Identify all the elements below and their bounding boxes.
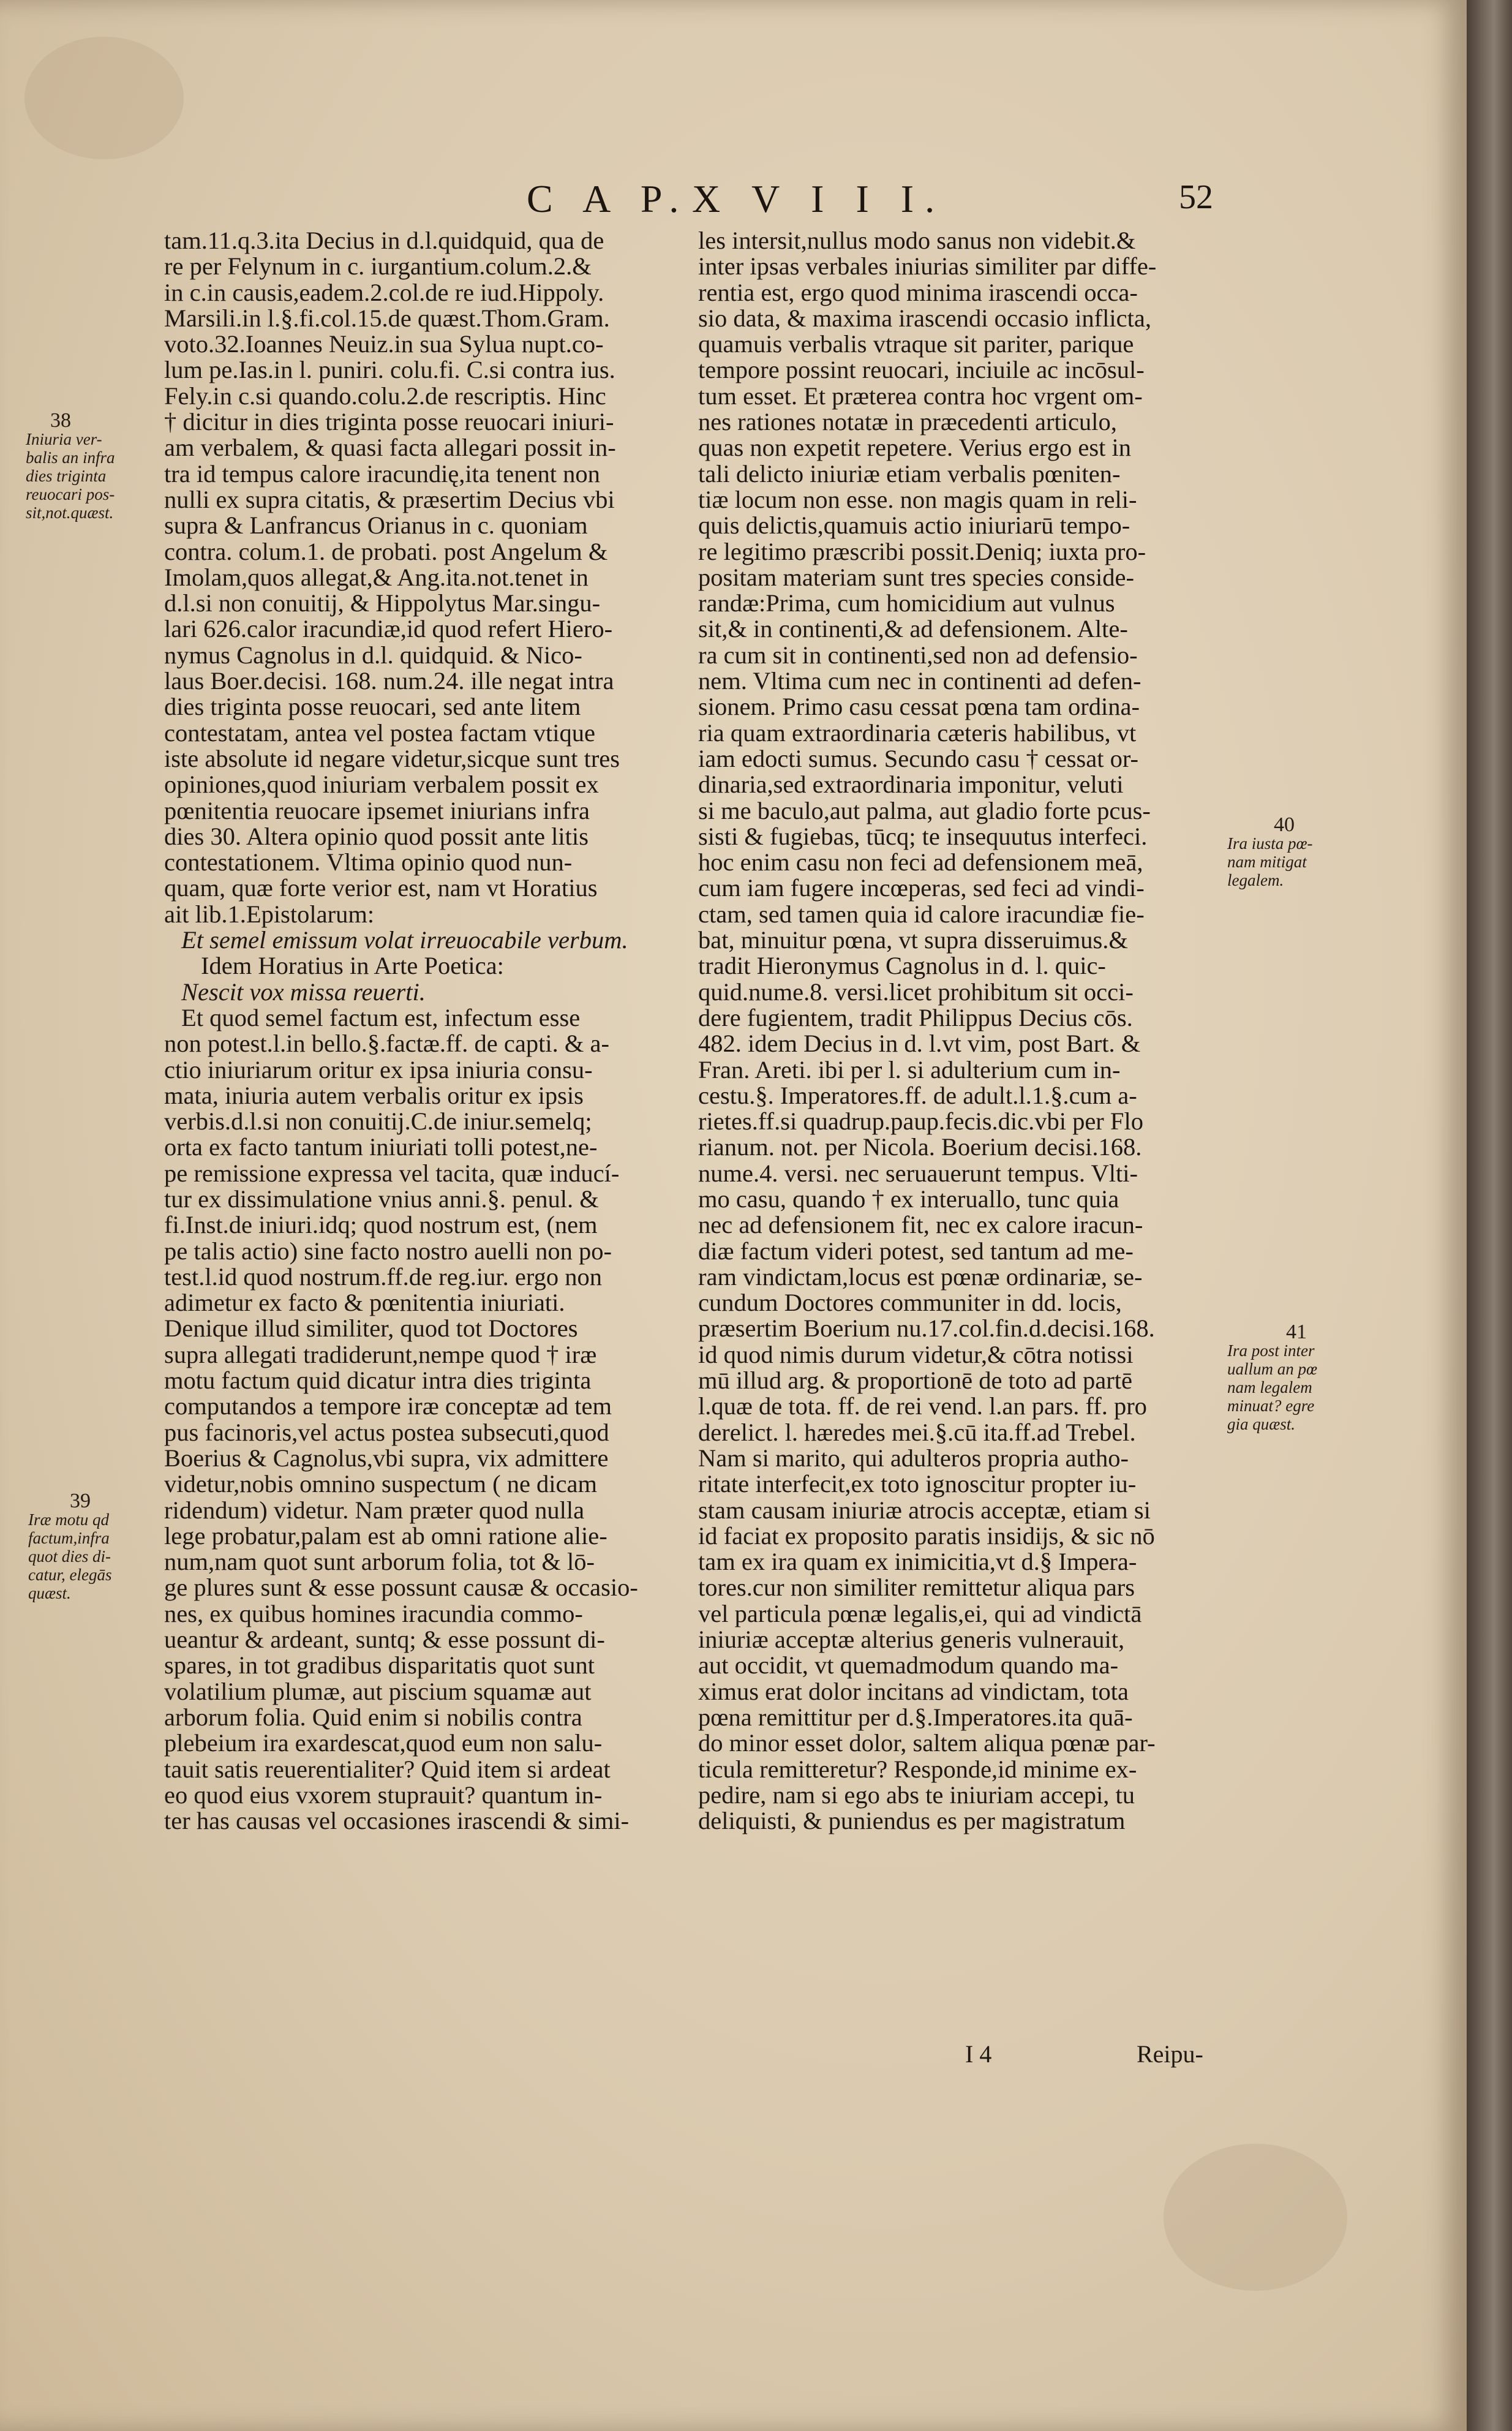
text-line: fi.Inst.de iniuri.idq; quod nostrum est, (nem — [164, 1211, 598, 1239]
margin-note-number: 39 — [70, 1490, 91, 1512]
text-line: vel particula pœnæ legalis,ei, qui ad vindictā — [698, 1599, 1142, 1627]
text-line: Nescit vox missa reuerti. — [181, 978, 426, 1006]
text-line: mo casu, quando † ex interuallo, tunc quia — [698, 1185, 1119, 1213]
text-line: test.l.id quod nostrum.ff.de reg.iur. ergo non — [164, 1262, 603, 1291]
text-line: tali delicto iniuriæ etiam verbalis pœniten- — [698, 459, 1121, 488]
text-line: ge plures sunt & esse possunt causæ & occasio- — [164, 1574, 638, 1602]
margin-note-number: 40 — [1274, 813, 1295, 836]
text-line: quid.nume.8. versi.licet prohibitum sit occi- — [698, 978, 1134, 1006]
page-number: 52 — [1179, 178, 1213, 216]
text-line: iam edocti sumus. Secundo casu † cessat or- — [698, 744, 1139, 772]
text-line: ait lib.1.Epistolarum: — [164, 900, 375, 928]
text-line: deliquisti, & puniendus es per magistratum — [698, 1807, 1126, 1835]
text-line: pe talis actio) sine facto nostro auelli non po- — [164, 1237, 612, 1265]
text-line: si me baculo,aut palma, aut gladio forte pcus- — [698, 796, 1151, 824]
text-line: tiæ locum non esse. non magis quam in reli- — [698, 485, 1137, 513]
text-line: ria quam extraordinaria cæteris habilibus, vt — [698, 718, 1137, 747]
text-line: contra. colum.1. de probati. post Angelum & — [164, 537, 608, 565]
signature-mark: I 4 — [965, 2040, 992, 2068]
text-line: quis delictis,quamuis actio iniuriarū tempo- — [698, 511, 1130, 540]
margin-note-38 — [26, 409, 115, 522]
text-line: pœna remittitur per d.§.Imperatores.ita quā- — [698, 1703, 1133, 1731]
text-line: rentia est, ergo quod minima irascendi occa- — [698, 278, 1138, 306]
right-text-column — [698, 228, 1206, 1834]
margin-note-39 — [28, 1492, 111, 1602]
text-line: motu factum quid dicatur intra dies triginta — [164, 1366, 592, 1395]
margin-note-line: quæst. — [28, 1584, 71, 1602]
text-line: contestationem. Vltima opinio quod nun- — [164, 848, 573, 876]
text-line: quas non expetit repetere. Verius ergo est in — [698, 434, 1132, 462]
text-line: tur ex dissimulatione vnius anni.§. penul. & — [164, 1185, 599, 1213]
text-line: tores.cur non similiter remittetur aliqua pars — [698, 1574, 1135, 1602]
text-line: lum pe.Ias.in l. puniri. colu.fi. C.si contra ius. — [164, 356, 615, 384]
margin-note-line: nam mitigat — [1227, 853, 1307, 871]
text-line: nem. Vltima cum nec in continenti ad defen- — [698, 667, 1142, 695]
text-line: Imolam,quos allegat,& Ang.ita.not.tenet in — [164, 563, 589, 591]
text-line: supra allegati tradiderunt,nempe quod † iræ — [164, 1340, 597, 1368]
paper-stain — [1164, 2144, 1347, 2291]
text-line: nec ad defensionem fit, nec ex calore iracun- — [698, 1211, 1143, 1239]
text-line: adimetur ex facto & pœnitentia iniuriati. — [164, 1289, 565, 1317]
text-line: nes rationes notatæ in præcedenti articulo, — [698, 408, 1117, 436]
text-line: tradit Hieronymus Cagnolus in d. l. quic- — [698, 952, 1106, 980]
text-line: eo quod eius vxorem stuprauit? quantum in- — [164, 1781, 603, 1809]
margin-note-line: legalem. — [1227, 871, 1284, 889]
text-line: tempore possint reuocari, inciuile ac incōsul- — [698, 356, 1145, 384]
running-head-cap: C A P. — [527, 177, 690, 220]
margin-note-line: gia quæst. — [1227, 1415, 1296, 1433]
text-line: rianum. not. per Nicola. Boerium decisi.168. — [698, 1133, 1142, 1161]
text-line: inter ipsas verbales iniurias similiter par diffe- — [698, 252, 1157, 281]
text-line: præsertim Boerium nu.17.col.fin.d.decisi.168. — [698, 1314, 1155, 1343]
text-line: dies triginta posse reuocari, sed ante litem — [164, 693, 581, 721]
margin-note-40 — [1227, 813, 1313, 889]
text-line: nume.4. versi. nec seruauerunt tempus. Vlti- — [698, 1159, 1138, 1187]
text-line: ridendum) videtur. Nam præter quod nulla — [164, 1496, 585, 1524]
text-line: sit,& in continenti,& ad defensionem. Alte- — [698, 615, 1128, 643]
margin-note-line: uallum an pœ — [1227, 1360, 1318, 1378]
text-line: Et semel emissum volat irreuocabile verbum. — [181, 926, 628, 954]
text-line: Fely.in c.si quando.colu.2.de rescriptis. Hinc — [164, 382, 606, 410]
text-line: d.l.si non conuitij, & Hippolytus Mar.singu- — [164, 589, 601, 617]
margin-note-line: reuocari pos- — [26, 485, 115, 503]
text-line: num,nam quot sunt arborum folia, tot & lō- — [164, 1548, 595, 1576]
text-line: hoc enim casu non feci ad defensionem meā, — [698, 848, 1143, 876]
text-line: cum iam fugere incœperas, sed feci ad vindi- — [698, 874, 1145, 902]
text-line: derelict. l. hæredes mei.§.cū ita.ff.ad Trebel. — [698, 1418, 1136, 1446]
text-line: contestatam, antea vel postea factam vtique — [164, 718, 595, 747]
text-line: ximus erat dolor incitans ad vindictam, tota — [698, 1677, 1129, 1705]
text-line: 482. idem Decius in d. l.vt vim, post Bart. & — [698, 1030, 1141, 1058]
text-line: tauit satis reuerentialiter? Quid item si ardeat — [164, 1755, 611, 1783]
margin-note-line: dies triginta — [26, 467, 107, 485]
text-line: iste absolute id negare videtur,sicque sunt tres — [164, 744, 620, 772]
text-line: sionem. Primo casu cessat pœna tam ordina- — [698, 693, 1140, 721]
book-binding-edge — [1467, 0, 1512, 2431]
text-line: ra cum sit in continenti,sed non ad defensio- — [698, 641, 1138, 669]
text-line: tra id tempus calore iracundię,ita tenent non — [164, 459, 600, 488]
text-line: arborum folia. Quid enim si nobilis contra — [164, 1703, 582, 1731]
text-line: quam, quæ forte verior est, nam vt Horatius — [164, 874, 598, 902]
text-line: videtur,nobis omnino suspectum ( ne dicam — [164, 1470, 598, 1498]
margin-note-line: minuat? egre — [1227, 1396, 1315, 1415]
text-line: pe remissione expressa vel tacita, quæ inducí- — [164, 1159, 620, 1187]
text-line: ticula remitteretur? Responde,id minime ex- — [698, 1755, 1137, 1783]
text-line: ueantur & ardeant, suntq; & esse possunt di- — [164, 1626, 605, 1654]
margin-note-line: quot dies di- — [28, 1547, 111, 1566]
text-line: cestu.§. Imperatores.ff. de adult.l.1.§.cum a- — [698, 1081, 1137, 1109]
running-head — [527, 176, 1249, 219]
text-line: Nam si marito, qui adulteros propria autho- — [698, 1444, 1129, 1472]
margin-note-number: 38 — [50, 409, 71, 432]
text-line: pedire, nam si ego abs te iniuriam accepi, tu — [698, 1781, 1135, 1809]
margin-note-line: Iræ motu qd — [28, 1510, 110, 1529]
text-line: quamuis verbalis vtraque sit pariter, parique — [698, 330, 1134, 358]
margin-note-line: Ira post inter — [1227, 1341, 1315, 1360]
text-line: lari 626.calor iracundiæ,id quod refert Hiero- — [164, 615, 613, 643]
text-line: Idem Horatius in Arte Poetica: — [201, 952, 504, 980]
text-line: non potest.l.in bello.§.factæ.ff. de capti. & a- — [164, 1030, 609, 1058]
text-line: les intersit,nullus modo sanus non videbit.& — [698, 227, 1136, 254]
text-line: nulli ex supra citatis, & præsertim Decius vbi — [164, 485, 615, 513]
text-line: pœnitentia reuocare ipsemet iniurians infra — [164, 796, 590, 824]
text-line: mū illud arg. & proportionē de toto ad partē — [698, 1366, 1132, 1395]
text-line: computandos a tempore iræ conceptæ ad tem — [164, 1392, 612, 1420]
text-line: aut occidit, vt quemadmodum quando ma- — [698, 1651, 1119, 1679]
text-line: sio data, & maxima irascendi occasio inflicta, — [698, 304, 1151, 332]
text-line: rietes.ff.si quadrup.paup.fecis.dic.vbi per Flo — [698, 1107, 1143, 1136]
text-line: supra & Lanfrancus Orianus in c. quoniam — [164, 511, 588, 540]
text-line: id quod nimis durum videtur,& cōtra notissi — [698, 1340, 1134, 1368]
text-line: volatilium plumæ, aut piscium squamæ aut — [164, 1677, 592, 1705]
paper-stain — [24, 37, 184, 159]
margin-note-line: catur, elegās — [28, 1566, 112, 1584]
text-line: Marsili.in l.§.fi.col.15.de quæst.Thom.Gram. — [164, 304, 610, 332]
text-line: dinaria,sed extraordinaria imponitur, veluti — [698, 771, 1124, 799]
text-line: dies 30. Altera opinio quod possit ante litis — [164, 822, 589, 850]
text-line: verbis.d.l.si non conuitij.C.de iniur.semelq; — [164, 1107, 592, 1136]
text-line: bat, minuitur pœna, vt supra disseruimus.& — [698, 926, 1128, 954]
text-line: iniuriæ acceptæ alterius generis vulnerauit, — [698, 1626, 1125, 1654]
text-line: pus facinoris,vel actus postea subsecuti,quod — [164, 1418, 609, 1446]
text-line: Boerius & Cagnolus,vbi supra, vix admittere — [164, 1444, 609, 1472]
running-head-chapter: X V I I I. — [692, 177, 946, 220]
text-line: dere fugientem, tradit Philippus Decius cōs. — [698, 1003, 1133, 1031]
margin-note-41 — [1227, 1323, 1317, 1433]
text-line: Fran. Areti. ibi per l. si adulterium cum in- — [698, 1055, 1121, 1084]
text-line: voto.32.Ioannes Neuiz.in sua Sylua nupt.co- — [164, 330, 604, 358]
text-line: Denique illud similiter, quod tot Doctores — [164, 1314, 578, 1343]
text-line: stam causam iniuriæ atrocis acceptæ, etiam si — [698, 1496, 1151, 1524]
text-line: spares, in tot gradibus disparitatis quot sunt — [164, 1651, 595, 1679]
text-line: diæ factum videri potest, sed tantum ad me- — [698, 1237, 1134, 1265]
margin-note-line: factum,infra — [28, 1529, 110, 1547]
margin-note-line: nam legalem — [1227, 1378, 1312, 1396]
text-line: id faciat ex proposito paratis insidijs, & sic nō — [698, 1521, 1155, 1550]
text-line: do minor esset dolor, saltem aliqua pœnæ par- — [698, 1729, 1156, 1757]
catchword: Reipu- — [1137, 2040, 1203, 2068]
text-line: laus Boer.decisi. 168. num.24. ille negat intra — [164, 667, 614, 695]
margin-note-number: 41 — [1286, 1321, 1307, 1343]
text-line: l.quæ de tota. ff. de rei vend. l.an pars. ff. pro — [698, 1392, 1147, 1420]
text-line: in c.in causis,eadem.2.col.de re iud.Hippoly. — [164, 278, 604, 306]
margin-note-line: Ira iusta pœ- — [1227, 834, 1313, 853]
text-line: Et quod semel factum est, infectum esse — [181, 1003, 581, 1031]
text-line: ram vindictam,locus est pœnæ ordinariæ, se- — [698, 1262, 1143, 1291]
text-line: opiniones,quod iniuriam verbalem possit ex — [164, 771, 599, 799]
text-line: nymus Cagnolus in d.l. quidquid. & Nico- — [164, 641, 582, 669]
text-line: ctio iniuriarum oritur ex ipsa iniuria consu- — [164, 1055, 593, 1084]
text-line: † dicitur in dies triginta posse reuocari iniuri- — [164, 408, 614, 436]
margin-note-line: sit,not.quæst. — [26, 503, 114, 522]
text-line: mata, iniuria autem verbalis oritur ex ipsis — [164, 1081, 584, 1109]
text-line: ter has causas vel occasiones irascendi & simi- — [164, 1807, 630, 1835]
text-line: ctam, sed tamen quia id calore iracundiæ fie- — [698, 900, 1145, 928]
text-line: re per Felynum in c. iurgantium.colum.2.& — [164, 252, 592, 281]
text-line: orta ex facto tantum iniuriati tolli potest,ne- — [164, 1133, 598, 1161]
text-line: ritate interfecit,ex toto ignoscitur propter iu- — [698, 1470, 1137, 1498]
text-line: re legitimo præscribi possit.Deniq; iuxta pro- — [698, 537, 1146, 565]
left-text-column — [164, 228, 666, 1834]
text-line: tum esset. Et præterea contra hoc vrgent om- — [698, 382, 1143, 410]
text-line: plebeium ira exardescat,quod eum non salu- — [164, 1729, 603, 1757]
text-line: am verbalem, & quasi facta allegari possit in- — [164, 434, 616, 462]
text-line: lege probatur,palam est ab omni ratione alie- — [164, 1521, 607, 1550]
margin-note-line: balis an infra — [26, 448, 115, 467]
margin-note-line: Iniuria ver- — [26, 430, 102, 448]
text-line: sisti & fugiebas, tūcq; te insequutus interfeci. — [698, 822, 1148, 850]
text-line: nes, ex quibus homines iracundia commo- — [164, 1599, 583, 1627]
text-line: tam.11.q.3.ita Decius in d.l.quidquid, qua de — [164, 227, 604, 254]
text-line: cundum Doctores communiter in dd. locis, — [698, 1289, 1122, 1317]
text-line: positam materiam sunt tres species conside- — [698, 563, 1134, 591]
text-line: randæ:Prima, cum homicidium aut vulnus — [698, 589, 1115, 617]
text-line: tam ex ira quam ex inimicitia,vt d.§ Impera- — [698, 1548, 1137, 1576]
